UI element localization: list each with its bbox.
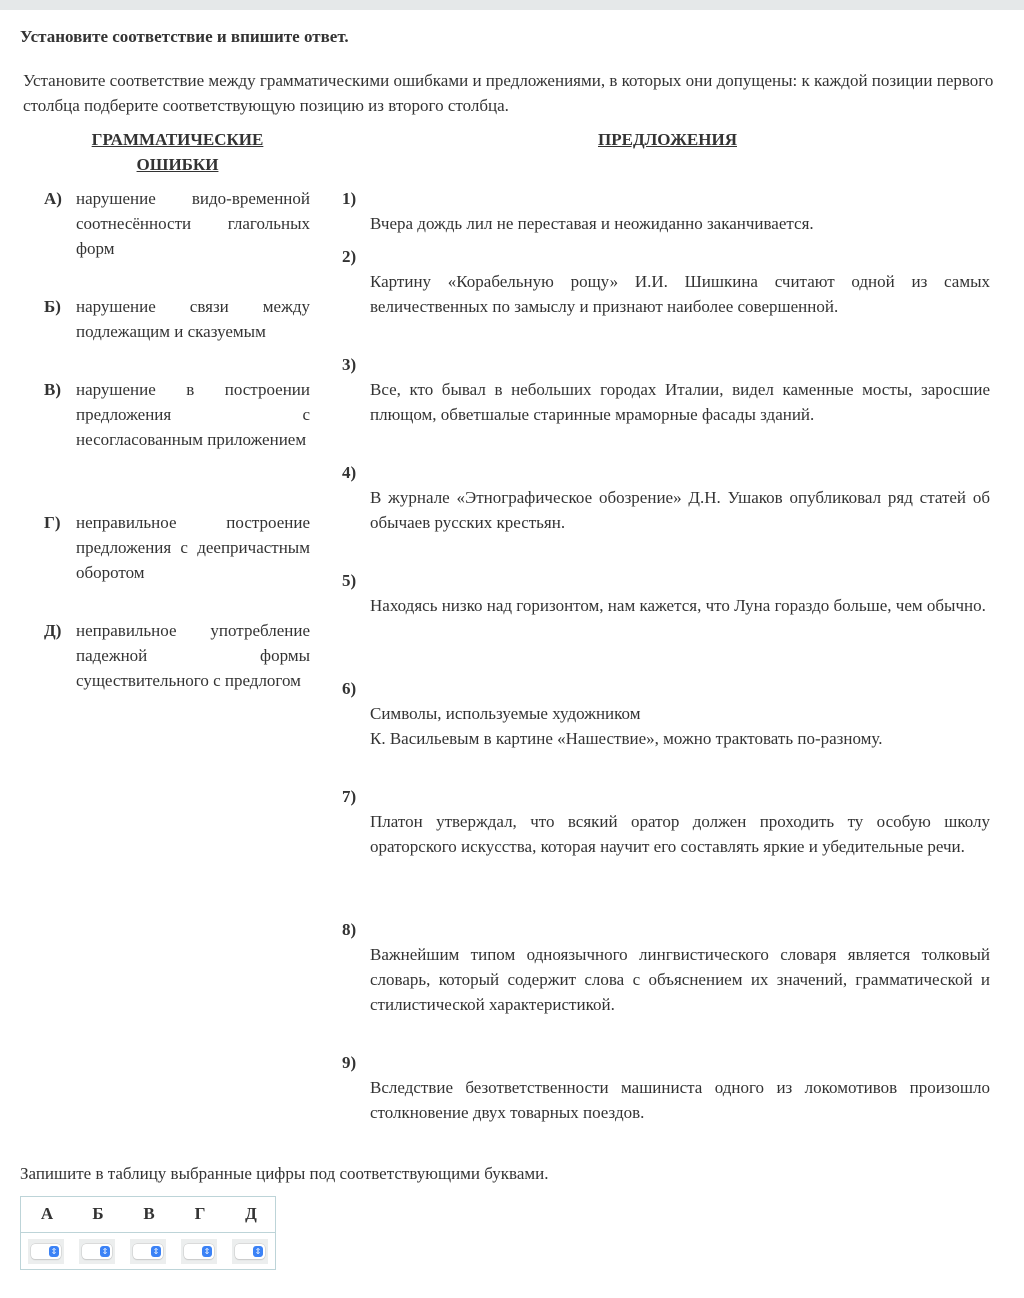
answer-cell-a (28, 1239, 64, 1264)
sentence-text: Платон утверждал, что всякий оратор должен проходить ту особую школу ораторского искусства, которая научит его составлять яркие и убедительные речи. (370, 812, 990, 856)
errors-column-header (70, 127, 285, 177)
answer-header-v: В (143, 1204, 155, 1223)
sentence-number: 5) (342, 571, 357, 590)
answer-cell-v (130, 1239, 166, 1264)
answer-cell-b (79, 1239, 115, 1264)
errors-header-line1: ГРАММАТИЧЕСКИЕ (91, 130, 264, 149)
answer-header-a: А (40, 1204, 54, 1223)
sentences-column-header: ПРЕДЛОЖЕНИЯ (598, 130, 737, 149)
error-text-b: нарушение связи между подлежащим и сказуемым (76, 297, 310, 341)
sentence-number: 8) (342, 920, 357, 939)
sentence-text: Все, кто бывал в небольших городах Италии, видел каменные мосты, заросшие плющом, обветшалые старинные мраморные фасады зданий. (370, 380, 990, 424)
sentence-number: 9) (342, 1053, 357, 1072)
select-chevron-icon: ⇕ (101, 1247, 109, 1256)
error-text-a (76, 186, 310, 261)
errors-header-line2: ОШИБКИ (136, 155, 219, 174)
sentence-text: Вчера дождь лил не переставая и неожиданно заканчивается. (370, 214, 814, 233)
select-chevron-icon: ⇕ (50, 1247, 58, 1256)
answer-cell-g (181, 1239, 217, 1264)
task-instruction: Установите соответствие между грамматическими ошибками и предложениями, в которых они допущены: к каждой позиции первого столбца подберите соответствующую позицию из второго столбца. (23, 71, 994, 115)
error-label: В) (44, 380, 61, 399)
answer-select-b[interactable] (82, 1244, 112, 1259)
sentence-number: 7) (342, 787, 357, 806)
answer-header-b: Б (92, 1204, 104, 1223)
sentence-text: Находясь низко над горизонтом, нам кажется, что Луна гораздо больше, чем обычно. (370, 596, 986, 615)
error-label: А) (44, 189, 62, 208)
sentence-text-line2: К. Васильевым в картине «Нашествие», можно трактовать по-разному. (370, 729, 883, 748)
answer-instruction: Запишите в таблицу выбранные цифры под соответствующими буквами. (20, 1164, 549, 1183)
sentence-text (370, 701, 990, 751)
answer-select-a[interactable] (31, 1244, 61, 1259)
sentence-number: 4) (342, 463, 357, 482)
error-text-d: неправильное употребление падежной формы существительного с предлогом (76, 621, 310, 690)
sentence-text: В журнале «Этнографическое обозрение» Д.Н. Ушаков опубликовал ряд статей об обычаев русских крестьян. (370, 488, 990, 532)
answer-header-row (21, 1197, 275, 1233)
sentence-number: 1) (342, 189, 357, 208)
error-label: Д) (44, 621, 62, 640)
select-chevron-icon: ⇕ (254, 1247, 262, 1256)
select-chevron-icon: ⇕ (152, 1247, 160, 1256)
error-text-v: нарушение в построении предложения с несогласованным приложением (76, 380, 310, 449)
sentence-text: Вследствие безответственности машиниста одного из локомотивов произошло столкновение двух товарных поездов. (370, 1078, 990, 1122)
sentence-text-line1: Символы, используемые художником (370, 704, 641, 723)
answer-select-g[interactable] (184, 1244, 214, 1259)
answer-select-d[interactable] (235, 1244, 265, 1259)
sentence-number: 3) (342, 355, 357, 374)
sentence-number: 6) (342, 679, 357, 698)
select-chevron-icon: ⇕ (203, 1247, 211, 1256)
error-text-g: неправильное построение предложения с деепричастным оборотом (76, 513, 310, 582)
answer-cell-d (232, 1239, 268, 1264)
task-title: Установите соответствие и впишите ответ. (20, 27, 349, 46)
sentence-number: 2) (342, 247, 357, 266)
error-label: Б) (44, 297, 61, 316)
answer-header-d: Д (245, 1204, 257, 1223)
top-bar (0, 0, 1024, 10)
error-text-content: нарушение видо-временной соотнесённости глагольных форм (76, 189, 310, 258)
sentence-text: Важнейшим типом одноязычного лингвистического словаря является толковый словарь, который содержит слова с объяснением их значений, грамматической и стилистической характеристикой. (370, 945, 990, 1014)
answer-table (20, 1196, 276, 1270)
sentence-text: Картину «Корабельную рощу» И.И. Шишкина считают одной из самых величественных по замыслу и признают наиболее совершенной. (370, 272, 990, 316)
answer-header-g: Г (194, 1204, 206, 1223)
answer-select-v[interactable] (133, 1244, 163, 1259)
error-label: Г) (44, 513, 61, 532)
